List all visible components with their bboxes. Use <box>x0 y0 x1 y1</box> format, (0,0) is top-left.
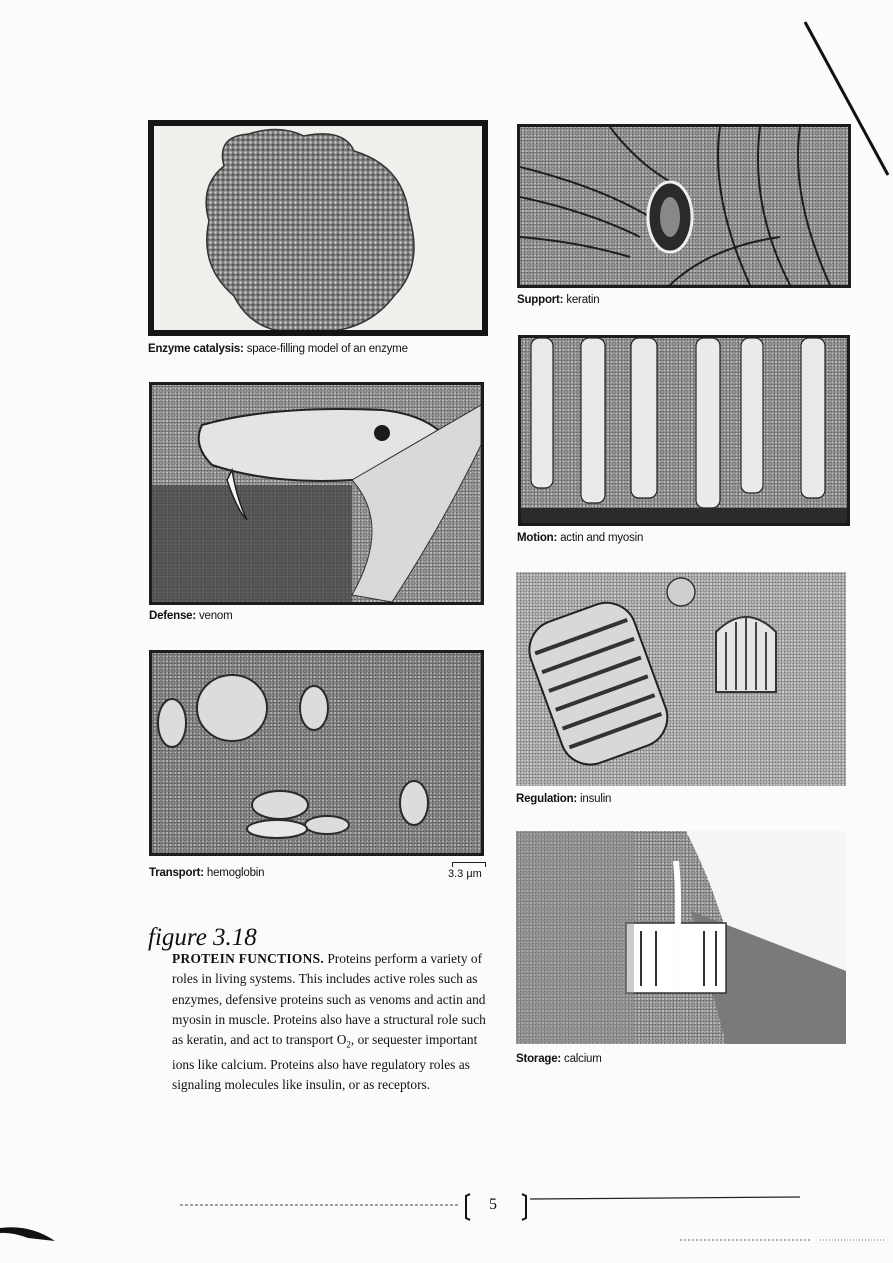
storage-caption-title: Storage: <box>516 1053 562 1065</box>
hemoglobin-photo <box>149 650 484 856</box>
figure-caption-body-1: Proteins perform a variety of roles in living systems. This includes active roles such as enzymes, defensive proteins such as venoms and actin and myosin in muscle. Proteins also have a structural role such as keratin, and act to transport O <box>172 951 486 1048</box>
regulation-caption-text: insulin <box>580 793 612 805</box>
motion-caption-text: actin and myosin <box>560 532 644 544</box>
support-caption-text: keratin <box>566 294 600 306</box>
storage-caption-text: calcium <box>564 1053 602 1065</box>
calcium-photo <box>516 831 846 1044</box>
defense-caption-title: Defense: <box>149 610 196 622</box>
figure-caption <box>172 949 492 1096</box>
support-caption-title: Support: <box>517 294 564 306</box>
support-caption <box>517 294 599 306</box>
scale-bar <box>452 862 486 867</box>
actin-myosin-photo <box>518 335 850 526</box>
storage-caption <box>516 1053 602 1065</box>
transport-caption-title: Transport: <box>149 867 204 879</box>
transport-caption <box>149 867 264 879</box>
motion-caption <box>517 532 643 544</box>
figure-caption-body-2: , or sequester important ions like calcium. Proteins also have regulatory roles as signaling molecules like insulin, or as receptors. <box>172 1032 478 1093</box>
enzyme-caption-text: space-filling model of an enzyme <box>246 343 408 355</box>
motion-caption-title: Motion: <box>517 532 558 544</box>
enzyme-caption-title: Enzyme catalysis: <box>148 343 244 355</box>
scale-label: 3.3 µm <box>448 868 482 880</box>
figure-caption-heading: PROTEIN FUNCTIONS. <box>172 951 324 966</box>
page-bracket-right <box>522 1194 526 1220</box>
regulation-caption-title: Regulation: <box>516 793 578 805</box>
keratin-photo <box>517 124 851 288</box>
regulation-caption <box>516 793 611 805</box>
enzyme-caption <box>148 343 408 355</box>
insulin-photo <box>516 572 846 786</box>
transport-caption-text: hemoglobin <box>206 867 265 879</box>
enzyme-photo <box>148 120 488 336</box>
page-bracket-left <box>466 1194 470 1220</box>
venom-photo <box>149 382 484 605</box>
footer-rule-right <box>530 1197 800 1199</box>
figure-label: figure 3.18 <box>148 924 257 951</box>
defense-caption-text: venom <box>198 610 233 622</box>
figure-caption-subscript: 2 <box>346 1039 351 1050</box>
scan-corner-mark <box>0 1227 55 1241</box>
page-number: 5 <box>489 1196 497 1213</box>
defense-caption <box>149 610 233 622</box>
